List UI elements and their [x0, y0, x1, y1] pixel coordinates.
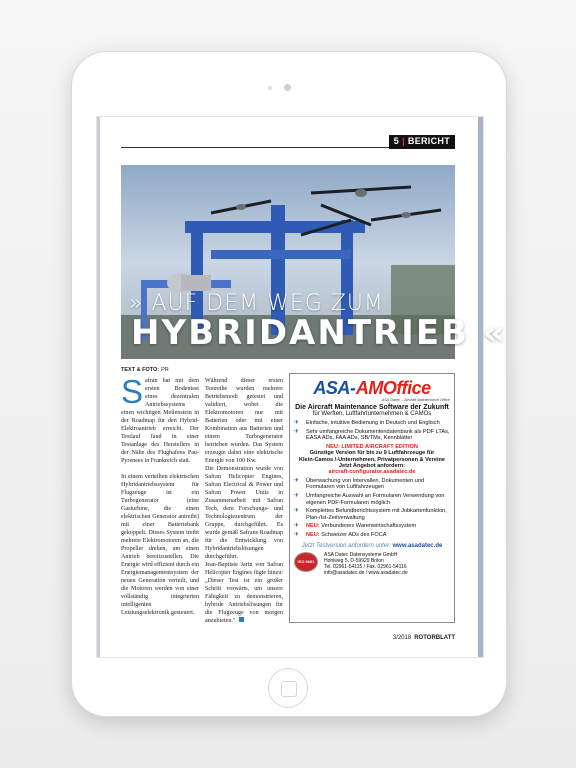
plane-bullet-icon: ✈ — [294, 428, 300, 435]
iso-certification-icon: ISO 9001 — [294, 552, 318, 572]
paragraph: In einem verteilten elektrischen Hybridantriebssystem für Flugzeuge ist ein Turbogenerator (eine Gasturbine, die einen elektrischen Generator antreibt) mit einer Batteriebank gekoppelt. Dieses System treibt mehrere Elektromotoren an, die Propeller drehen, um einen Antrieb bereitzustellen. Die Energie wird effizient durch ein Energiemanagementsystem der neuen Generation verteilt, und die Motoren werden von einer vollständig integrierten intelligenten Leistungselektronik gesteuert. — [121, 474, 199, 616]
paragraph: Safran hat mit dem ersten Bodentest eines dezentralen Antriebssystems einen wichtigen Meilenstein in der Roadmap für den Hybrid-Elektroantrieb erreicht. Der Testlauf fand in einer Testanlage des Herstellers in der Nähe des Flughafens Pau-Pyrenees in Frankreich statt. — [121, 373, 199, 464]
ad-feature: ✈ Komplettes Befundberichtssystem mit Jobkartenfunktion, Plan-/Ist-Zeitverwaltung — [294, 508, 447, 521]
headline-kicker: » AUF DEM WEG ZUM — [129, 291, 384, 316]
paragraph: Während dieser ersten Testreihe wurden mehrere Betriebsmodi getestet und validiert, wobei die Elektromotoren nur mit Batterien oder mit einer Kombination aus Batterien und einem Turbogenerator betrieben wurden. Das System erzeugte dabei eine elektrische Energie von 100 Kw. — [205, 378, 283, 464]
page-edge-stripe — [478, 117, 483, 657]
ad-feature: ✈ Umfangreiche Auswahl an Formularen Verwendung von eigenen PDF-Formularen möglich — [294, 493, 445, 506]
magazine-name: ROTORBLATT — [414, 635, 455, 641]
page-folio — [393, 635, 455, 641]
plane-bullet-icon: ✈ — [294, 531, 300, 538]
plane-bullet-icon: ✈ — [294, 508, 300, 515]
paragraph: Die Demonstration wurde von Safran Helicopter Engines, Safran Electrical & Power und Safran Power Units in Zusammenarbeit mit Safran Tech, dem Forschungs- und Technologiezentrum der Gruppe, durchgeführt. Es wurde gemäß Safrans Roadmap für die Entwicklung von Hybridantriebslösungen durchgeführt. — [205, 466, 283, 560]
section-separator-icon: | — [402, 136, 405, 146]
paragraph: Jean-Baptiste Jarin von Safran Helicopter Engines fügte hinzu: „Dieser Test ist ein großer Schritt vorwärts, um unsere Fähigkeit zu demonstrieren, hybride Antriebslösungen für die Flugzeuge von morgen anzubieten." — [205, 562, 283, 624]
ad-feature: ✈ NEU: Schweizer ADs des FOCA — [294, 531, 387, 538]
ad-feature: ✈ Überwachung von Intervallen, Dokumenten und Formularen von Luftfahrzeugen — [294, 477, 425, 491]
ad-test-cta: Jetzt Testversion anfordern unter: www.asadatec.de — [301, 542, 443, 549]
ad-contact-links[interactable]: info@asadatec.de / www.asadatec.de — [324, 570, 408, 577]
end-mark-icon — [239, 617, 244, 622]
section-number: 5 — [393, 136, 400, 146]
ad-configurator-link[interactable]: aircraft-configurator.asadatec.de — [328, 469, 416, 476]
credits-label: TEXT & FOTO: — [121, 367, 160, 373]
ad-headline: Die Aircraft Maintenance Software der Zukunft — [295, 404, 449, 411]
credits-value: PR — [161, 367, 169, 373]
ad-footer — [294, 552, 450, 577]
plane-bullet-icon: ✈ — [294, 523, 300, 530]
article-column-2 — [205, 377, 283, 633]
front-camera — [284, 84, 291, 91]
page-gutter-left — [97, 117, 100, 657]
ad-website-link[interactable]: www.asadatec.de — [392, 542, 443, 549]
ad-edition-block: NEU: LIMITED AIRCRAFT EDITION Günstige Version für bis zu 9 Luftfahrzeuge für Klein-Camos /-Unternehmen, Privatpersonen & Vereine Jetzt Angebot anfordern: aircraft-configurator.asadatec.de — [294, 444, 450, 476]
proximity-sensor — [268, 86, 272, 90]
plane-bullet-icon: ✈ — [294, 477, 300, 484]
plane-bullet-icon: ✈ — [294, 493, 300, 499]
ad-feature: ✈ NEU: Verbundenes Warenwirtschaftssystem — [294, 523, 417, 530]
home-button[interactable] — [268, 668, 308, 708]
ad-logo-subtitle: ASA Datec – Aircraft Maintenance Office — [381, 398, 450, 402]
hero-photo — [121, 165, 507, 359]
ad-feature: ✈ Sehr umfangreiche Dokumentendatenbank als PDF LTAs, EASA ADs, FAA ADs, SB/TMs, Kennblätter — [294, 428, 450, 442]
ad-contact: ASA Datec Datensysteme GmbH Hohlweg 5, D-59929 Brilon Tel. 02961-54115 / Fax. 02961-54116 info@asadatec.de / www.asadatec.de — [324, 551, 408, 577]
ad-logo: ASA - AMOffice — [313, 378, 431, 398]
ad-feature: ✈ Einfache, intuitive Bedienung in Deutsch und Englisch — [294, 420, 440, 426]
plane-bullet-icon: ✈ — [294, 420, 300, 426]
article-column-1 — [121, 373, 199, 625]
issue-number: 3/2018 — [392, 635, 412, 641]
magazine-page[interactable] — [96, 116, 507, 658]
ad-subheadline: für Werften, Luftfahrtunternehmen & CAMOs — [312, 411, 432, 417]
headline-title: HYBRIDANTRIEB « — [131, 313, 507, 353]
advertisement-asa-amoffice[interactable] — [289, 373, 455, 623]
drop-cap: S — [121, 373, 144, 410]
section-tag — [389, 135, 455, 149]
section-label: BERICHT — [407, 136, 450, 146]
